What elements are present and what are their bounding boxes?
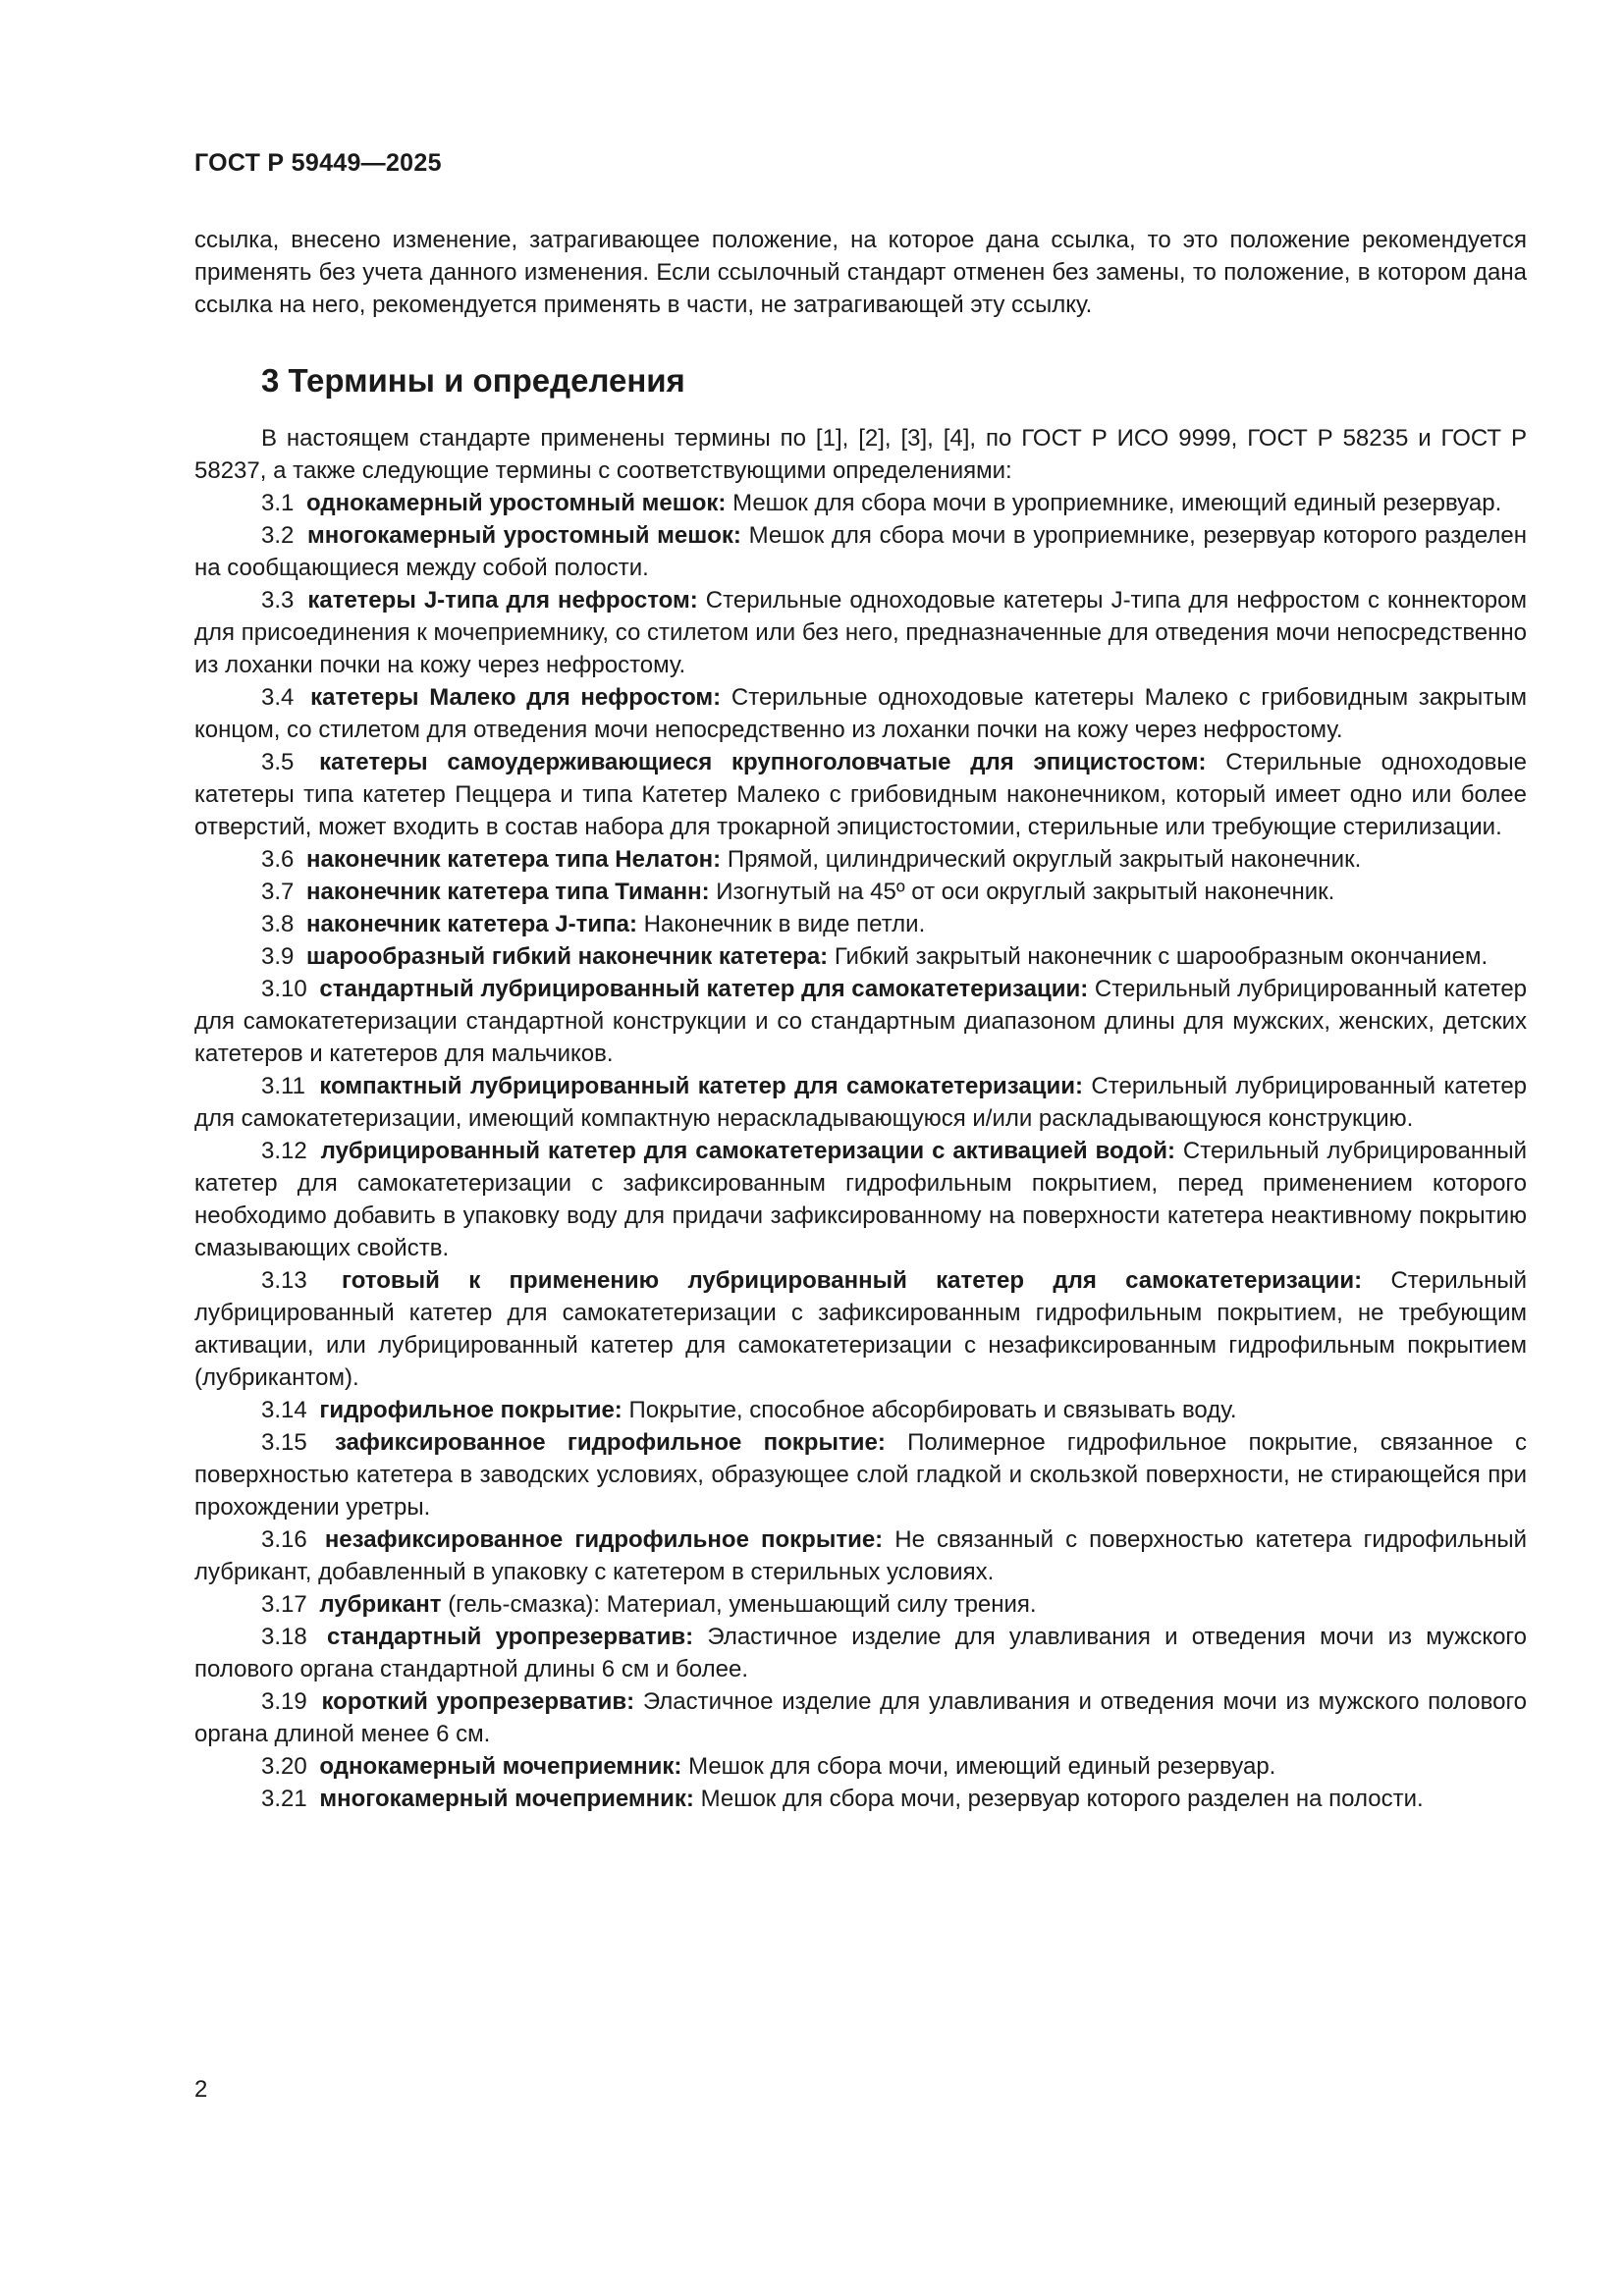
term-text: Стерильный лубрицированный катетер для самокатетеризации, имеющий компактную нераскладывающуюся и/или раскладывающуюся конструкцию.: [194, 1073, 1528, 1132]
term-definition: [194, 973, 1527, 1070]
term-text: Стерильные одноходовые катетеры Малеко с грибовидным закрытым концом, со стилетом для отведения мочи непосредственно из лоханки почки на кожу через нефростому.: [194, 684, 1528, 743]
term-definition: [194, 746, 1527, 843]
term-text: Стерильный лубрицированный катетер для самокатетеризации с зафиксированным гидрофильным покрытием, перед применением которого необходимо добавить в упаковку воду для придачи зафиксированному на поверхности катетера неактивному покрытию смазывающих свойств.: [194, 1138, 1528, 1261]
term-name: зафиксированное гидрофильное покрытие:: [334, 1429, 886, 1456]
term-name: компактный лубрицированный катетер для самокатетеризации:: [319, 1073, 1083, 1099]
term-text: (гель-смазка): Материал, уменьшающий силу трения.: [448, 1591, 1037, 1618]
term-definition: [194, 1394, 1527, 1426]
term-number: 3.9: [261, 943, 295, 970]
term-number: 3.19: [261, 1688, 307, 1715]
term-definition: [194, 681, 1527, 746]
term-definition: [194, 1264, 1527, 1394]
term-number: 3.5: [261, 749, 295, 775]
term-text: Полимерное гидрофильное покрытие, связанное с поверхностью катетера в заводских условиях, образующее слой гладкой и скользкой поверхности, не стирающейся при прохождении уретры.: [194, 1429, 1528, 1521]
term-number: 3.11: [261, 1073, 305, 1099]
term-text: Стерильные одноходовые катетеры типа катетер Пеццера и типа Катетер Малеко с грибовидным наконечником, который имеет одно или более отверстий, может входить в состав набора для трокарной эпицистостомии, стерильные или требующие стерилизации.: [194, 749, 1528, 840]
term-definition: [194, 940, 1527, 973]
term-number: 3.18: [261, 1624, 307, 1650]
section-title: 3 Термины и определения: [261, 362, 685, 399]
term-text: Стерильные одноходовые катетеры J-типа для нефростом с коннектором для присоединения к мочеприемнику, со стилетом или без него, предназначенные для отведения мочи непосредственно из лоханки почки на кожу через нефростому.: [194, 587, 1528, 678]
term-name: однокамерный уростомный мешок:: [306, 490, 727, 516]
page-number: 2: [194, 2076, 208, 2103]
term-definition: [194, 908, 1527, 940]
term-definition: [194, 843, 1527, 876]
term-name: незафиксированное гидрофильное покрытие:: [324, 1526, 884, 1553]
term-name: стандартный уропрезерватив:: [326, 1624, 694, 1650]
term-number: 3.7: [261, 879, 295, 905]
term-name: стандартный лубрицированный катетер для самокатетеризации:: [319, 976, 1089, 1002]
page-content: [194, 224, 1527, 1815]
term-name: наконечник катетера J-типа:: [306, 911, 637, 937]
term-number: 3.16: [261, 1526, 307, 1553]
term-text: Мешок для сбора мочи в уроприемнике, резервуар которого разделен на сообщающиеся между собой полости.: [194, 522, 1527, 581]
term-definition: [194, 876, 1527, 908]
term-number: 3.4: [261, 684, 295, 711]
term-number: 3.6: [261, 846, 295, 873]
term-name: катетеры J-типа для нефростом:: [307, 587, 698, 614]
term-definition: [194, 1135, 1527, 1264]
term-definition: [194, 1750, 1527, 1783]
term-number: 3.12: [261, 1138, 307, 1164]
terms-list: [194, 487, 1527, 1815]
document-code-header: ГОСТ Р 59449—2025: [194, 149, 442, 177]
term-name: однокамерный мочеприемник:: [319, 1753, 682, 1780]
term-definition: [194, 519, 1527, 584]
term-number: 3.17: [261, 1591, 307, 1618]
term-number: 3.8: [261, 911, 295, 937]
term-text: Мешок для сбора мочи, имеющий единый резервуар.: [688, 1753, 1276, 1780]
term-definition: [194, 1621, 1527, 1685]
term-number: 3.3: [261, 587, 295, 614]
term-text: Эластичное изделие для улавливания и отведения мочи из мужского полового органа длиной менее 6 см.: [194, 1688, 1528, 1747]
term-definition: [194, 1523, 1527, 1588]
term-definition: [194, 1426, 1527, 1523]
term-number: 3.15: [261, 1429, 307, 1456]
term-name: лубрицированный катетер для самокатетеризации с активацией водой:: [320, 1138, 1175, 1164]
term-text: Покрытие, способное абсорбировать и связывать воду.: [628, 1397, 1237, 1423]
term-definition: [194, 1588, 1527, 1621]
term-number: 3.1: [261, 490, 295, 516]
term-name: лубрикант: [319, 1591, 442, 1618]
term-number: 3.20: [261, 1753, 307, 1780]
term-number: 3.21: [261, 1786, 307, 1812]
section-lead-paragraph: В настоящем стандарте применены термины по [1], [2], [3], [4], по ГОСТ Р ИСО 9999, ГОСТ Р 58235 и ГОСТ Р 58237, а также следующие термины с соответствующими определениями:: [194, 425, 1527, 484]
term-number: 3.13: [261, 1267, 307, 1294]
term-text: Прямой, цилиндрический округлый закрытый наконечник.: [727, 846, 1362, 873]
term-number: 3.14: [261, 1397, 307, 1423]
term-number: 3.2: [261, 522, 295, 549]
term-definition: [194, 487, 1527, 519]
term-text: Стерильный лубрицированный катетер для самокатетеризации стандартной конструкции и со стандартным диапазоном длины для мужских, женских, детских катетеров и катетеров для мальчиков.: [194, 976, 1528, 1067]
term-text: Эластичное изделие для улавливания и отведения мочи из мужского полового органа стандартной длины 6 см и более.: [194, 1624, 1528, 1682]
term-text: Изогнутый на 45º от оси округлый закрытый наконечник.: [716, 879, 1335, 905]
term-text: Не связанный с поверхностью катетера гидрофильный лубрикант, добавленный в упаковку с катетером в стерильных условиях.: [194, 1526, 1528, 1585]
term-definition: [194, 584, 1527, 681]
term-name: наконечник катетера типа Тиманн:: [306, 879, 710, 905]
term-name: катетеры самоудерживающиеся крупноголовчатые для эпицистостом:: [319, 749, 1207, 775]
term-name: многокамерный мочеприемник:: [319, 1786, 694, 1812]
term-name: шарообразный гибкий наконечник катетера:: [306, 943, 829, 970]
term-name: многокамерный уростомный мешок:: [307, 522, 741, 549]
term-name: готовый к применению лубрицированный катетер для самокатетеризации:: [342, 1267, 1363, 1294]
term-text: Мешок для сбора мочи, резервуар которого разделен на полости.: [700, 1786, 1424, 1812]
term-number: 3.10: [261, 976, 307, 1002]
term-definition: [194, 1685, 1527, 1750]
intro-paragraph: ссылка, внесено изменение, затрагивающее положение, на которое дана ссылка, то это положение рекомендуется применять без учета данного изменения. Если ссылочный стандарт отменен без замены, то положение, в котором дана ссылка на него, рекомендуется применять в части, не затрагивающей эту ссылку.: [194, 227, 1527, 318]
term-name: катетеры Малеко для нефростом:: [310, 684, 722, 711]
term-text: Гибкий закрытый наконечник с шарообразным окончанием.: [834, 943, 1489, 970]
term-text: Мешок для сбора мочи в уроприемнике, имеющий единый резервуар.: [732, 490, 1502, 516]
term-definition: [194, 1783, 1527, 1815]
term-definition: [194, 1070, 1527, 1135]
term-name: наконечник катетера типа Нелатон:: [306, 846, 722, 873]
term-name: гидрофильное покрытие:: [319, 1397, 623, 1423]
term-name: короткий уропрезерватив:: [321, 1688, 635, 1715]
term-text: Стерильный лубрицированный катетер для самокатетеризации с зафиксированным гидрофильным покрытием, не требующим активации, или лубрицированный катетер для самокатетеризации с незафиксированным гидрофильным покрытием (лубрикантом).: [194, 1267, 1528, 1391]
term-text: Наконечник в виде петли.: [643, 911, 926, 937]
